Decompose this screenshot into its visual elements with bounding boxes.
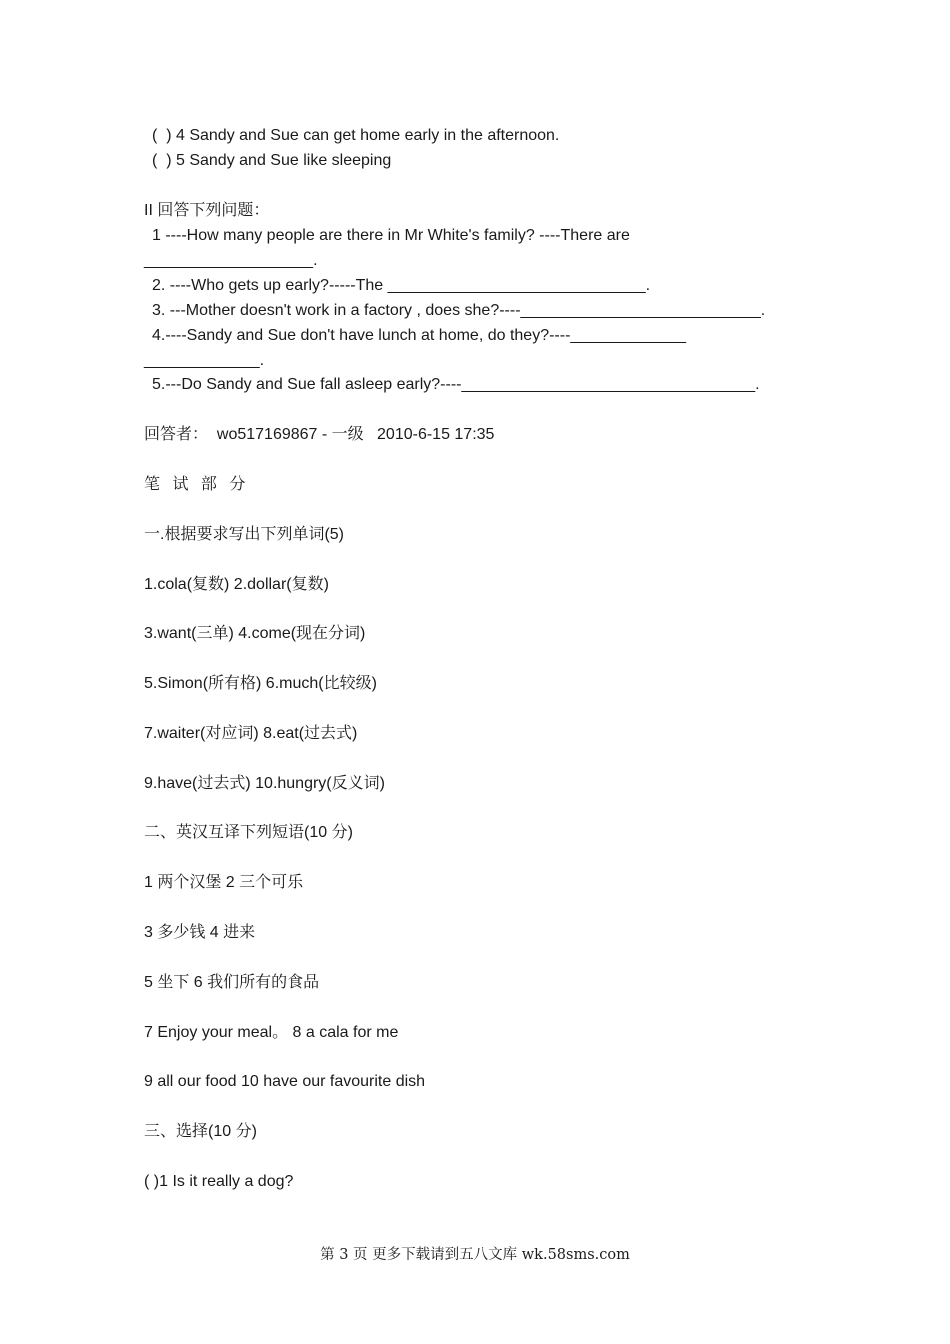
part1-item: 5.Simon(所有格) 6.much(比较级) (144, 675, 377, 692)
answer-section-heading: II 回答下列问题： (144, 202, 270, 219)
answerer-info (144, 425, 494, 445)
part1-item: 1.cola(复数) 2.dollar(复数) (144, 576, 329, 593)
part1-item: 3.want(三单) 4.come(现在分词) (144, 625, 366, 642)
page-footer: 第 3 页 更多下载请到五八文库 wk.58sms.com (320, 1247, 630, 1263)
part3-item: ( )1 Is it really a dog? (144, 1173, 294, 1190)
answer-date: 2010-6-15 17:35 (377, 426, 495, 443)
answer-question-1: 1 ----How many people are there in Mr White's family? ----There are (152, 227, 630, 244)
judge-item-5: ( ) 5 Sandy and Sue like sleeping (152, 152, 392, 169)
part2-item: 1 两个汉堡 2 三个可乐 (144, 874, 304, 891)
answerer-name: wo517169867 - 一级 (216, 426, 364, 443)
judge-item-4: ( ) 4 Sandy and Sue can get home early in the afternoon. (152, 127, 560, 144)
part2-item: 9 all our food 10 have our favourite dish (144, 1073, 426, 1090)
answerer-label: 回答者： (144, 426, 209, 443)
answer-question-4-blank: _____________. (144, 352, 265, 369)
answer-question-5: 5.---Do Sandy and Sue fall asleep early?----_________________________________. (152, 376, 760, 393)
answer-question-1-blank: ___________________. (144, 252, 318, 269)
part2-heading: 二、英汉互译下列短语(10 分) (144, 824, 353, 841)
part1-heading: 一.根据要求写出下列单词(5) (144, 526, 345, 543)
part1-item: 9.have(过去式) 10.hungry(反义词) (144, 775, 385, 792)
answer-question-2: 2. ----Who gets up early?-----The _____________________________. (152, 277, 651, 294)
part2-item: 3 多少钱 4 进来 (144, 924, 256, 941)
part2-item: 7 Enjoy your meal。 8 a cala for me (144, 1024, 399, 1041)
answer-question-3: 3. ---Mother doesn't work in a factory , does she?----___________________________. (152, 302, 766, 319)
part2-item: 5 坐下 6 我们所有的食品 (144, 974, 320, 991)
part1-item: 7.waiter(对应词) 8.eat(过去式) (144, 725, 358, 742)
written-section-title: 笔 试 部 分 (144, 476, 250, 493)
answer-question-4: 4.----Sandy and Sue don't have lunch at home, do they?----_____________ (152, 327, 687, 344)
part3-heading: 三、选择(10 分) (144, 1123, 257, 1140)
